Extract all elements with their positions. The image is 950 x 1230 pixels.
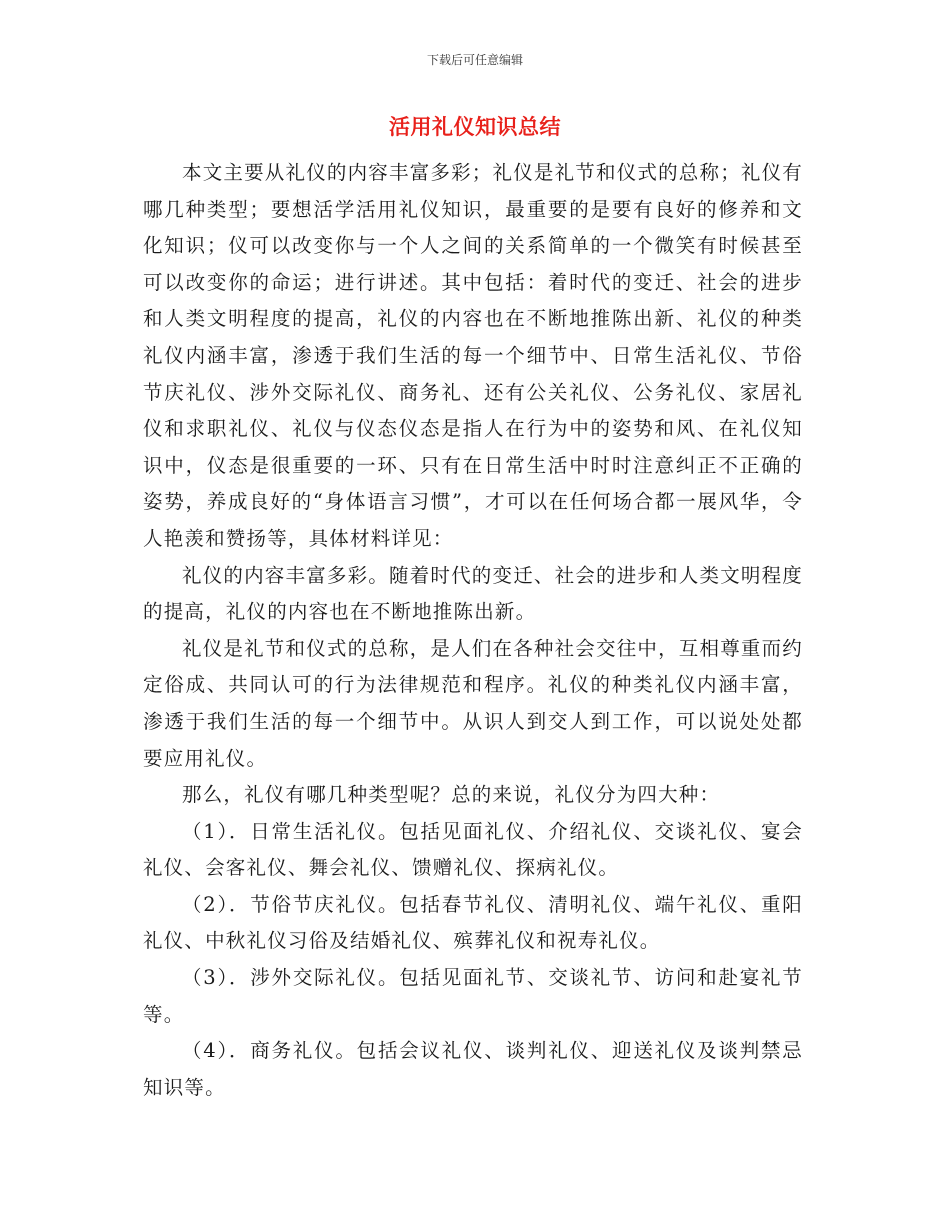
document-body — [143, 155, 803, 1106]
definition-paragraph: 礼仪是礼节和仪式的总称，是人们在各种社会交往中，互相尊重而约定俗成、共同认可的行为法律规范和程序。礼仪的种类礼仪内涵丰富，渗透于我们生活的每一个细节中。从识人到交人到工作，可以说处处都要应用礼仪。 — [143, 636, 804, 770]
type-item-1: （1）．日常生活礼仪。包括见面礼仪、介绍礼仪、交谈礼仪、宴会礼仪、会客礼仪、舞会礼仪、馈赠礼仪、探病礼仪。 — [143, 819, 803, 880]
document-title: 活用礼仪知识总结 — [389, 115, 561, 139]
type-item-2: （2）．节俗节庆礼仪。包括春节礼仪、清明礼仪、端午礼仪、重阳礼仪、中秋礼仪习俗及结婚礼仪、殡葬礼仪和祝寿礼仪。 — [143, 892, 803, 953]
content-rich-paragraph: 礼仪的内容丰富多彩。随着时代的变迁、社会的进步和人类文明程度的提高，礼仪的内容也在不断地推陈出新。 — [143, 563, 804, 624]
type-item-4: （4）．商务礼仪。包括会议礼仪、谈判礼仪、迎送礼仪及谈判禁忌知识等。 — [143, 1039, 803, 1099]
page-header-note: 下载后可任意编辑 — [426, 53, 523, 67]
type-item-3: （3）．涉外交际礼仪。包括见面礼节、交谈礼节、访问和赴宴礼节等。 — [143, 966, 803, 1026]
intro-paragraph: 本文主要从礼仪的内容丰富多彩；礼仪是礼节和仪式的总称；礼仪有哪几种类型；要想活学活用礼仪知识，最重要的是要有良好的修养和文化知识；仪可以改变你与一个人之间的关系简单的一个微笑有时候甚至可以改变你的命运；进行讲述。其中包括：着时代的变迁、社会的进步和人类文明程度的提高，礼仪的内容也在不断地推陈出新、礼仪的种类礼仪内涵丰富，渗透于我们生活的每一个细节中、日常生活礼仪、节俗节庆礼仪、涉外交际礼仪、商务礼、还有公关礼仪、公务礼仪、家居礼仪和求职礼仪、礼仪与仪态仪态是指人在行为中的姿势和风、在礼仪知识中，仪态是很重要的一环、只有在日常生活中时时注意纠正不正确的姿势，养成良好的“身体语言习惯”，才可以在任何场合都一展风华，令人艳羡和赞扬等，具体材料详见： — [143, 161, 804, 550]
types-question-paragraph: 那么，礼仪有哪几种类型呢？总的来说，礼仪分为四大种： — [182, 783, 721, 807]
